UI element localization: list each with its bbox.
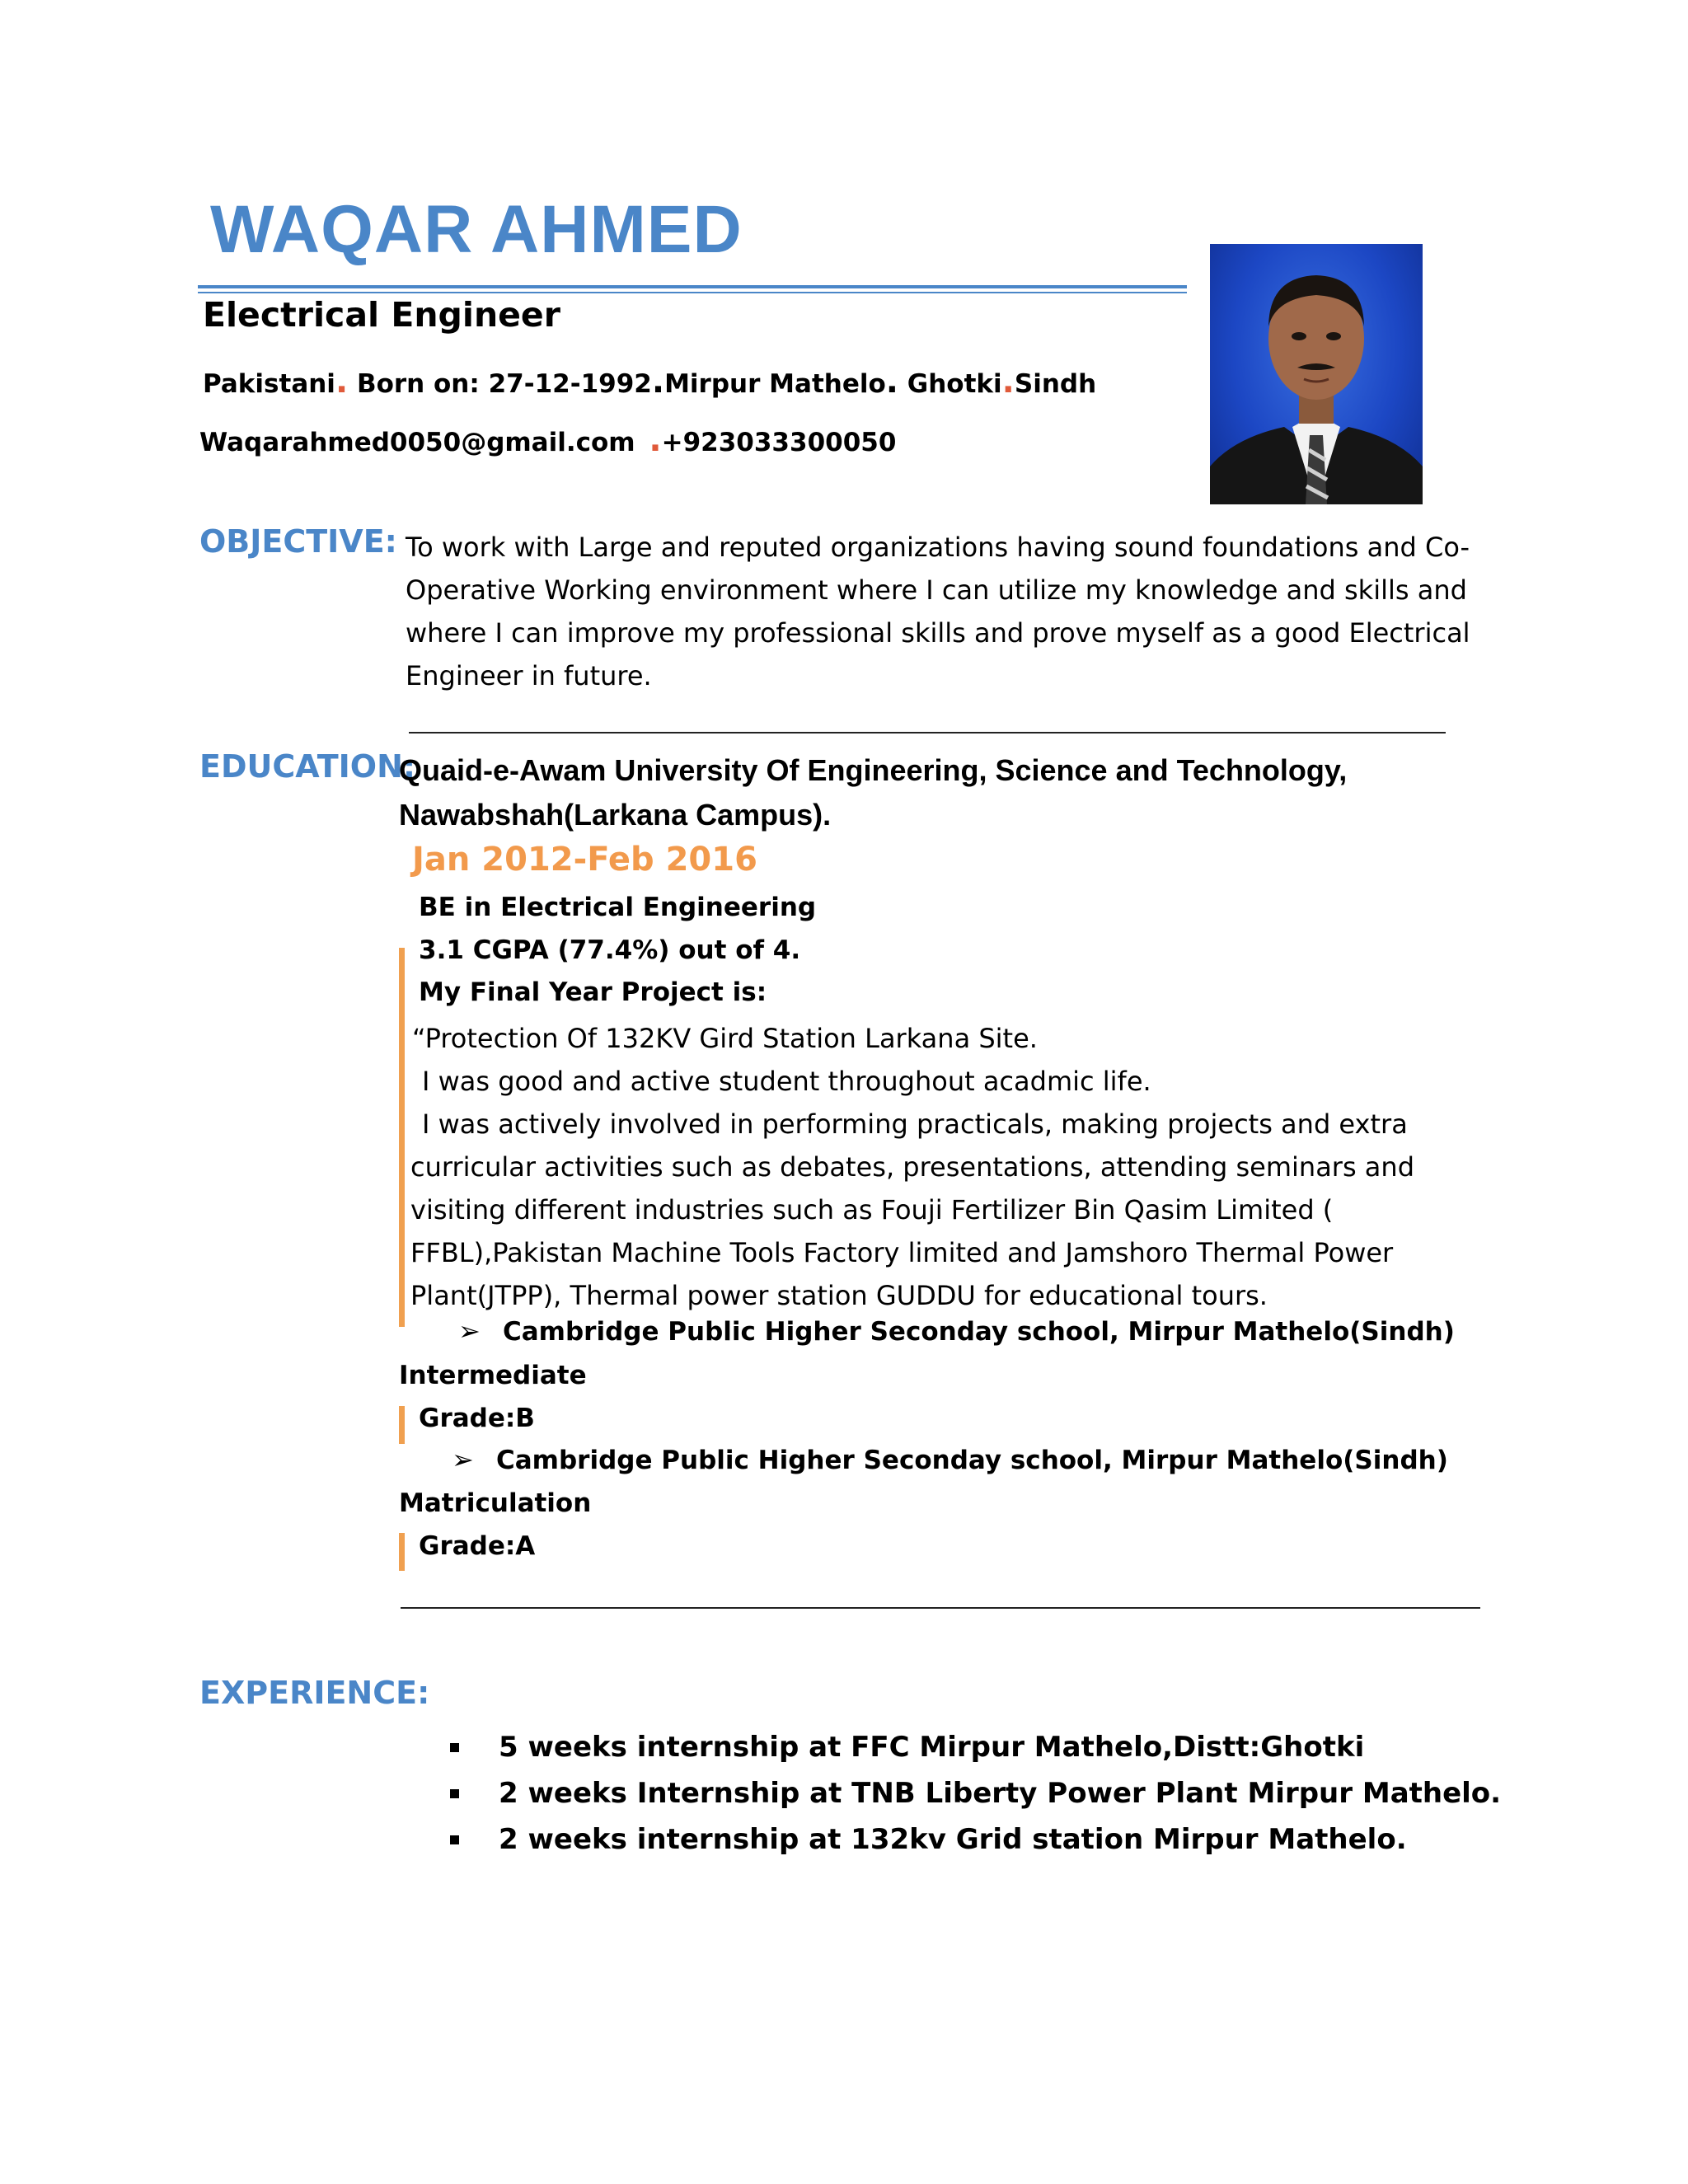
candidate-name: WAQAR AHMED [210,192,743,267]
profile-photo [1210,244,1423,504]
experience-item: 5 weeks internship at FFC Mirpur Mathelo,Distt:Ghotki [499,1731,1365,1764]
square-bullet-icon [450,1835,459,1844]
header-rule [198,285,1187,288]
cgpa: 3.1 CGPA (77.4%) out of 4. [419,935,801,965]
list-item [445,1816,1501,1863]
arrow-bullet-icon: ➢ [452,1445,474,1474]
divider [401,1607,1480,1609]
separator-dot: . [335,363,349,401]
contact-info [199,421,896,459]
job-title: Electrical Engineer [203,295,560,335]
header-rule-thin [198,292,1187,293]
project-label: My Final Year Project is: [419,977,767,1007]
activities-text: I was actively involved in performing practicals, making projects and extra curricular activities such as debates, presentations, attending seminars and visiting different industries such as Fouji Fertilizer Bin Qasim Limited ( FFBL),Pakistan Machine Tools Factory limited and Jamshoro Thermal Power Plant(JTPP), Thermal power station GUDDU for educational tours. [410,1108,1414,1311]
orange-accent-bar [399,1533,405,1571]
education-dates: Jan 2012-Feb 2016 [412,841,757,879]
experience-item: 2 weeks Internship at TNB Liberty Power Plant Mirpur Mathelo. [499,1777,1502,1810]
list-item [445,1724,1501,1770]
school-grade: Grade:B [419,1404,535,1433]
student-remark: I was good and active student throughout acadmic life. [422,1066,1151,1097]
separator-dot: . [1001,363,1015,401]
divider [409,732,1446,733]
portrait-illustration [1210,244,1423,504]
education-heading: EDUCATION: [199,748,416,785]
separator-dot: . [649,421,662,459]
final-year-project: “Protection Of 132KV Gird Station Larkana Site. [412,1023,1038,1054]
experience-list [445,1724,1501,1863]
school-name: Cambridge Public Higher Seconday school, Mirpur Mathelo(Sindh) [503,1317,1455,1347]
district: Ghotki [907,369,1002,399]
birth-date: Born on: 27-12-1992 [356,369,652,399]
email[interactable]: Waqarahmed0050@gmail.com [199,428,635,457]
school-name: Cambridge Public Higher Seconday school, Mirpur Mathelo(Sindh) [496,1446,1448,1475]
objective-heading: OBJECTIVE: [199,523,397,560]
objective-text: To work with Large and reputed organizations having sound foundations and Co-Operative Working environment where I can utilize my knowledge and skills and where I can improve my professional skills and prove myself as a good Electrical Engineer in future. [406,532,1470,691]
town: Mirpur Mathelo [664,369,886,399]
personal-info [203,363,1096,401]
separator-dot: . [885,363,898,401]
list-item [445,1770,1501,1816]
arrow-bullet-icon: ➢ [458,1316,481,1346]
school-level: Matriculation [399,1488,592,1518]
separator-dot: . [651,363,665,401]
university-name: Quaid-e-Awam University Of Engineering, Science and Technology, Nawabshah(Larkana Campus). [399,753,1348,832]
degree: BE in Electrical Engineering [419,893,817,922]
phone[interactable]: +923033300050 [661,428,897,457]
school-grade: Grade:A [419,1531,536,1561]
nationality: Pakistani [203,369,335,399]
province: Sindh [1014,369,1097,399]
square-bullet-icon [450,1789,459,1798]
orange-accent-bar [399,948,405,1327]
school-level: Intermediate [399,1361,587,1390]
experience-heading: EXPERIENCE: [199,1675,430,1711]
orange-accent-bar [399,1406,405,1444]
square-bullet-icon [450,1743,459,1752]
experience-item: 2 weeks internship at 132kv Grid station Mirpur Mathelo. [499,1823,1407,1856]
